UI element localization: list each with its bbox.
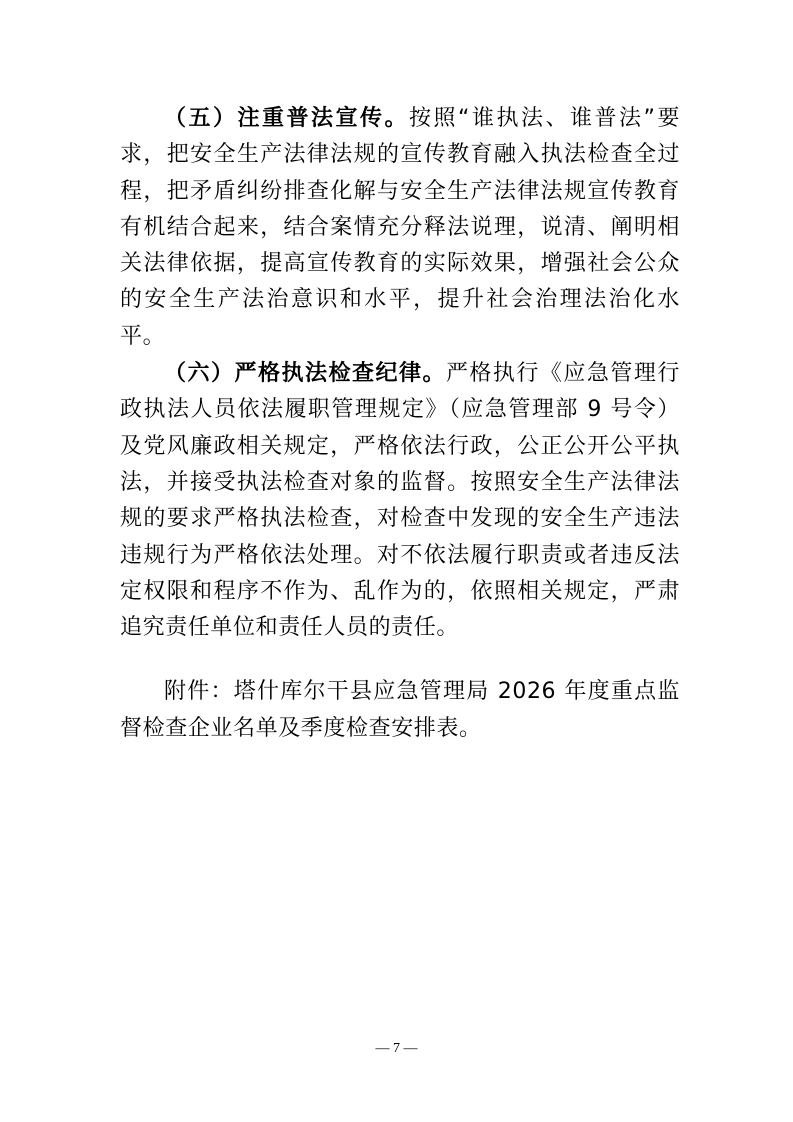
section-paragraph-5 xyxy=(120,100,680,355)
attachment-note: 附件：塔什库尔干县应急管理局 2026 年度重点监督检查企业名单及季度检查安排表。 xyxy=(120,679,680,741)
section-heading-6: （六）严格执法检查纪律。 xyxy=(164,360,446,387)
page-number: — 7 — xyxy=(375,1041,418,1056)
section-body-6: 严格执行《应急管理行政执法人员依法履职管理规定》（应急管理部 9 号令）及党风廉政相关规定，严格依法行政，公正公开公平执法，并接受执法检查对象的监督。按照安全生产法律法规的要求严格执法检查，对检查中发现的安全生产违法违规行为严格依法处理。对不依法履行职责或者违反法定权限和程序不作为、乱作为的，依照相关规定，严肃追究责任单位和责任人员的责任。 xyxy=(120,361,680,641)
document-body xyxy=(120,100,680,747)
section-paragraph-6 xyxy=(120,355,680,646)
section-body-5: 按照“谁执法、谁普法”要求，把安全生产法律法规的宣传教育融入执法检查全过程，把矛盾纠纷排查化解与安全生产法律法规宣传教育有机结合起来，结合案情充分释法说理，说清、阐明相关法律依据，提高宣传教育的实际效果，增强社会公众的安全生产法治意识和水平，提升社会治理法治化水平。 xyxy=(120,106,680,349)
section-heading-5: （五）注重普法宣传。 xyxy=(164,105,410,131)
